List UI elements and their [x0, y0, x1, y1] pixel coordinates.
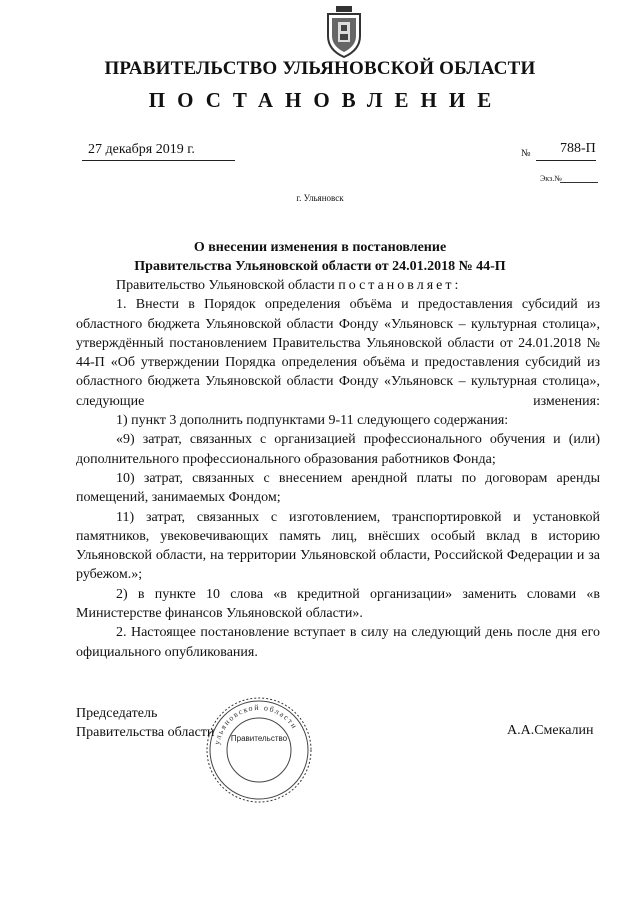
body-paragraph: 1) пункт 3 дополнить подпунктами 9-11 следующего содержания: [116, 413, 509, 429]
official-seal-icon [205, 696, 313, 804]
number-sign: № [521, 148, 531, 159]
coat-of-arms-icon [326, 6, 362, 58]
signatory-title-line-1: Председатель [76, 706, 158, 721]
signatory-title [76, 704, 214, 742]
organization-title: ПРАВИТЕЛЬСТВО УЛЬЯНОВСКОЙ ОБЛАСТИ [104, 58, 536, 79]
seal-center-text: Правительство [230, 734, 288, 743]
subject-line-1: О внесении изменения в постановление [193, 240, 447, 255]
body-paragraph: 2) в пункте 10 слова «в кредитной организации» заменить словами «в Министерстве финансов Ульяновской области». [76, 586, 600, 622]
signatory-title-line-2: Правительства области [76, 725, 215, 740]
copy-number-underline [560, 182, 598, 183]
document-subject [0, 238, 640, 276]
body-paragraph: «9) затрат, связанных с организацией профессионального обучения и (или) дополнительного профессионального образования работников Фонда; [76, 432, 600, 467]
date-underline [82, 160, 235, 161]
document-number: 788-П [560, 141, 596, 156]
seal-ring-text: ульяновской области [212, 702, 300, 746]
signatory-name: А.А.Смекалин [507, 723, 594, 738]
intro-lead: Правительство Ульяновской области [116, 278, 339, 293]
city: г. Ульяновск [296, 193, 344, 203]
subject-line-2: Правительства Ульяновской области от 24.01.2018 № 44-П [134, 259, 506, 274]
body-paragraph: 11) затрат, связанных с изготовлением, транспортировкой и установкой памятников, увековечивающих память лиц, внёсших особый вклад в историю Ульяновской области, на территории Ульяновской области, Российской Федерации и за рубежом.»; [76, 509, 600, 583]
document-type: ПОСТАНОВЛЕНИЕ [148, 88, 504, 112]
body-paragraph: 1. Внести в Порядок определения объёма и предоставления субсидий из областного бюджета Ульяновской области Фонду «Ульяновск – культурная столица», утверждённый постановлением Правительства Ульяновской области от 24.01.2018 № 44-П «Об утверждении Порядка определения объёма и предоставления субсидий из областного бюджета Ульяновской области Фонду «Ульяновск – культурная столица», следующие изменения: [76, 297, 600, 409]
intro-verb: постановляет: [338, 278, 462, 293]
body-paragraph: 2. Настоящее постановление вступает в силу на следующий день после дня его официального опубликования. [76, 625, 600, 660]
intro-paragraph [76, 276, 600, 295]
document-body [76, 276, 600, 662]
copy-number-label: Экз.№ [540, 174, 562, 183]
document-date: 27 декабря 2019 г. [88, 142, 195, 157]
number-underline [536, 160, 596, 161]
body-paragraph: 10) затрат, связанных с внесением арендной платы по договорам аренды помещений, занимаемых Фондом; [76, 470, 600, 506]
